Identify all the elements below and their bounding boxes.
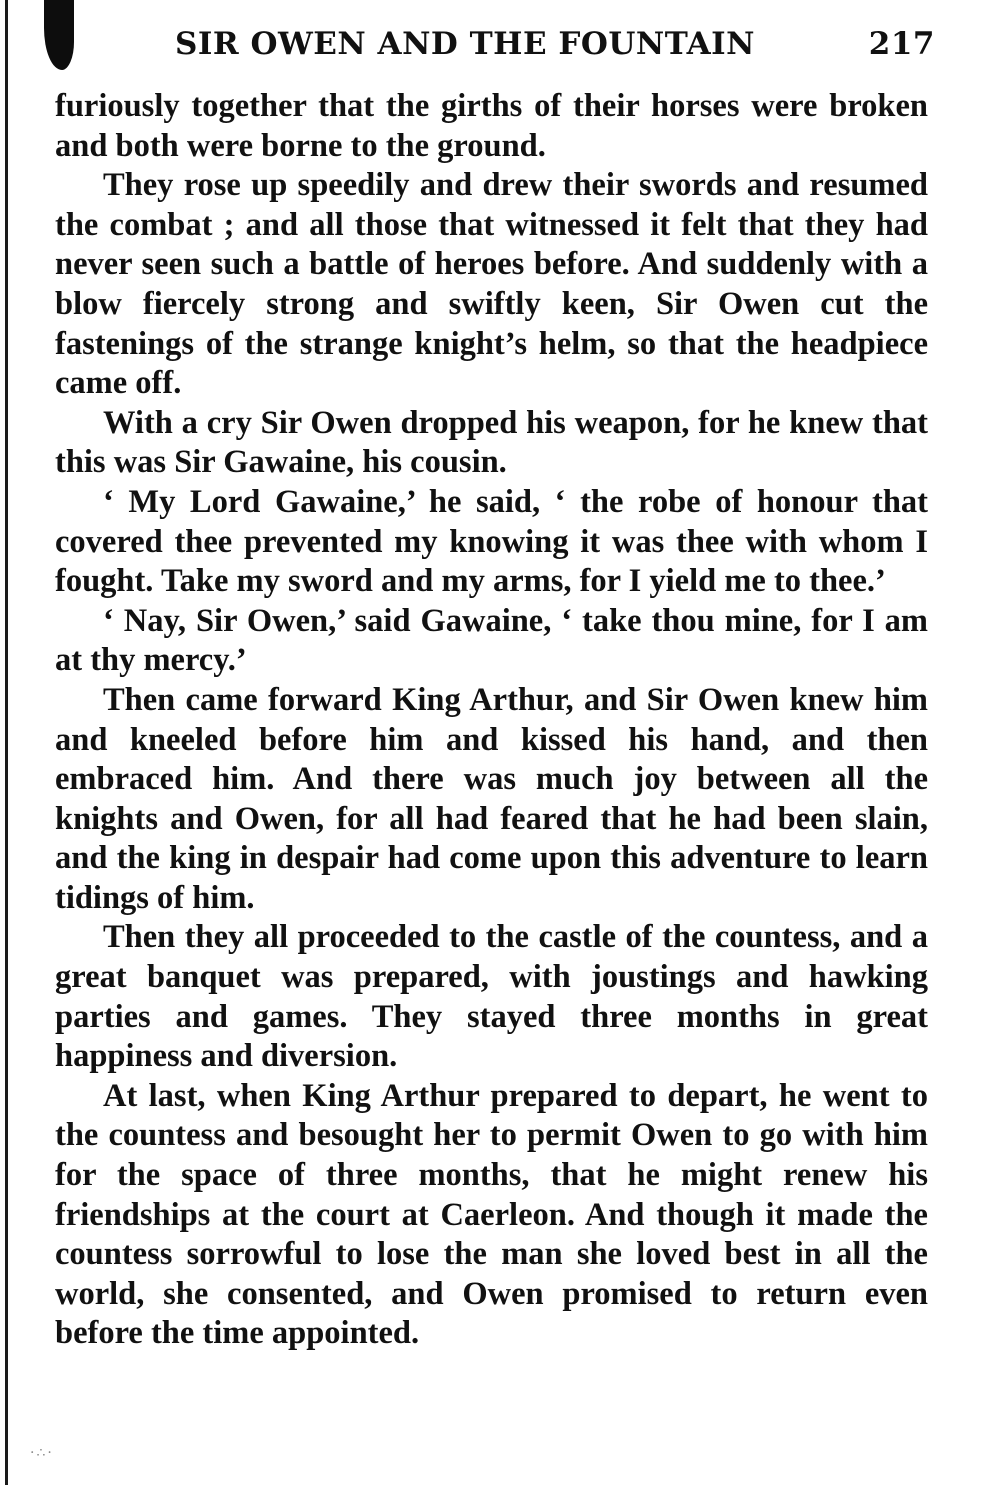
binding-blot	[44, 0, 74, 70]
paragraph-5: ‘ Nay, Sir Owen,’ said Gawaine, ‘ take thou mine, for I am at thy mercy.’	[55, 602, 928, 679]
body-text	[55, 87, 928, 1354]
paragraph-4: ‘ My Lord Gawaine,’ he said, ‘ the robe of honour that covered thee prevented my knowing it was thee with whom I fought. Take my sword and my arms, for I yield me to thee.’	[55, 483, 928, 600]
scan-speck: ·∴·	[30, 1445, 54, 1461]
binding-edge	[5, 0, 8, 1485]
paragraph-6: Then came forward King Arthur, and Sir Owen knew him and kneeled before him and kissed his hand, and then embraced him. And there was much joy between all the knights and Owen, for all had feared that he had been slain, and the king in despair had come upon this adventure to learn tidings of him.	[55, 681, 928, 916]
paragraph-8: At last, when King Arthur prepared to depart, he went to the countess and besought her to permit Owen to go with him for the space of three months, that he might renew his friendships at the court at Caerleon. And though it made the countess sorrowful to lose the man she loved best in all the world, she consented, and Owen promised to return even before the time appointed.	[55, 1077, 928, 1352]
paragraph-7: Then they all proceeded to the castle of the countess, and a great banquet was prepared, with joustings and hawking parties and games. They stayed three months in great happiness and diversion.	[55, 919, 928, 1075]
page-number: 217	[868, 26, 935, 62]
paragraph-1: furiously together that the girths of their horses were broken and both were borne to the ground.	[55, 88, 928, 164]
paragraph-2: They rose up speedily and drew their swords and resumed the combat ; and all those that witnessed it felt that they had never seen such a battle of heroes before. And suddenly with a blow fiercely strong and swiftly keen, Sir Owen cut the fastenings of the strange knight’s helm, so that the headpiece came off.	[55, 167, 928, 402]
paragraph-3: With a cry Sir Owen dropped his weapon, for he knew that this was Sir Gawaine, his cousin.	[55, 404, 928, 481]
chapter-title: SIR OWEN AND THE FOUNTAIN	[175, 26, 756, 62]
running-head	[175, 26, 935, 76]
